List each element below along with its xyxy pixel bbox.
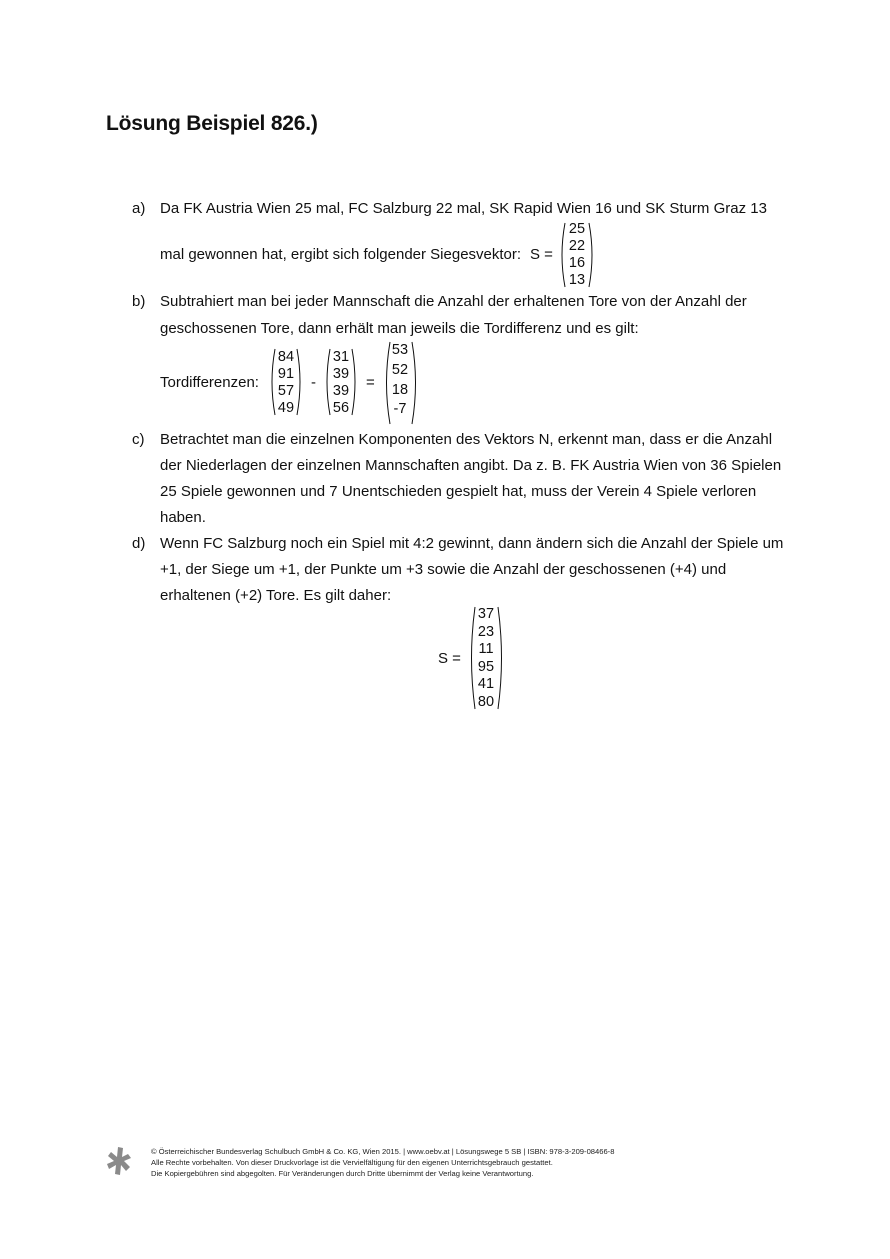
vector-right-paren xyxy=(588,222,596,288)
footer-copyright xyxy=(151,1146,614,1179)
vector-right-paren xyxy=(497,606,506,710)
part-d-equation-label: S = xyxy=(438,650,461,667)
part-b-line-1: Subtrahiert man bei jeder Mannschaft die Anzahl der erhaltenen Tore von der Anzahl der xyxy=(160,293,747,310)
vector-right-paren xyxy=(411,341,420,425)
part-c-line-1: Betrachtet man die einzelnen Komponenten des Vektors N, erkennt man, dass er die Anzahl xyxy=(160,431,773,448)
vector-right-paren xyxy=(351,348,359,416)
vector-entry: 41 xyxy=(477,676,495,692)
minus-sign: - xyxy=(311,374,316,391)
goals-conceded-vector xyxy=(331,350,351,416)
publisher-logo-icon xyxy=(104,1145,136,1177)
vector-left-paren xyxy=(323,348,331,416)
vector-entry: 53 xyxy=(391,342,409,358)
vector-entry: -7 xyxy=(393,401,407,418)
vector-left-paren xyxy=(558,222,566,288)
vector-entry: 52 xyxy=(391,361,409,378)
vector-entry: 37 xyxy=(477,606,495,622)
part-d-line-2: +1, der Siege um +1, der Punkte um +3 sowie die Anzahl der geschossenen (+4) und xyxy=(160,561,727,578)
part-d-line-1: Wenn FC Salzburg noch ein Spiel mit 4:2 gewinnt, dann ändern sich die Anzahl der Spiele um xyxy=(160,535,784,552)
part-b-label: b) xyxy=(132,293,146,310)
part-d-label: d) xyxy=(132,535,146,552)
vector-entry: 22 xyxy=(568,238,586,255)
tordifferenzen-label: Tordifferenzen: xyxy=(160,374,259,391)
part-c-line-3: 25 Spiele gewonnen und 7 Unentschieden gespielt hat, muss der Verein 4 Spiele verloren xyxy=(160,483,757,500)
vector-entry: 39 xyxy=(332,366,350,383)
vector-entry: 25 xyxy=(568,221,586,237)
page-title: Lösung Beispiel 826.) xyxy=(106,112,318,135)
footer-line-1: © Österreichischer Bundesverlag Schulbuch GmbH & Co. KG, Wien 2015. | www.oebv.at | Lösungswege 5 SB | ISBN: 978-3-209-08466-8 xyxy=(151,1147,615,1156)
vector-entry: 18 xyxy=(391,381,409,398)
equals-sign: = xyxy=(366,374,375,391)
part-c-label: c) xyxy=(132,431,145,448)
part-c-line-4: haben. xyxy=(160,509,206,526)
part-a-line-1: Da FK Austria Wien 25 mal, FC Salzburg 22 mal, SK Rapid Wien 16 und SK Sturm Graz 13 xyxy=(160,200,767,217)
footer-line-2: Alle Rechte vorbehalten. Von dieser Druckvorlage ist die Vervielfältigung für den eigenen Unterrichtsgebrauch gestattet. xyxy=(151,1158,553,1167)
vector-entry: 91 xyxy=(277,366,295,383)
vector-entry: 49 xyxy=(277,400,295,417)
part-a-label: a) xyxy=(132,200,146,217)
part-d-line-3: erhaltenen (+2) Tore. Es gilt daher: xyxy=(160,587,392,604)
updated-vector xyxy=(475,607,497,709)
vector-entry: 39 xyxy=(332,383,350,400)
vector-entry: 56 xyxy=(332,400,350,417)
part-a-equation-label: S = xyxy=(530,246,553,263)
vector-entry: 31 xyxy=(332,349,350,365)
footer-line-3: Die Kopiergebühren sind abgegolten. Für Veränderungen durch Dritte übernimmt der Verlag keine Verantwortung. xyxy=(151,1169,534,1178)
part-b-line-2: geschossenen Tore, dann erhält man jeweils die Tordifferenz und es gilt: xyxy=(160,320,639,337)
vector-entry: 84 xyxy=(277,349,295,365)
vector-left-paren xyxy=(268,348,276,416)
part-c-line-2: der Niederlagen der einzelnen Mannschaften angibt. Da z. B. FK Austria Wien von 36 Spielen xyxy=(160,457,782,474)
vector-entry: 11 xyxy=(478,641,494,657)
goal-difference-vector xyxy=(390,343,410,417)
victory-vector xyxy=(566,222,588,288)
vector-entry: 57 xyxy=(277,383,295,400)
vector-entry: 80 xyxy=(477,693,495,710)
vector-entry: 16 xyxy=(568,255,586,272)
vector-entry: 95 xyxy=(477,658,495,675)
vector-right-paren xyxy=(296,348,304,416)
goals-scored-vector xyxy=(276,350,296,416)
vector-entry: 23 xyxy=(477,623,495,640)
part-a-line-2: mal gewonnen hat, ergibt sich folgender Siegesvektor: xyxy=(160,246,522,263)
vector-entry: 13 xyxy=(568,272,586,289)
